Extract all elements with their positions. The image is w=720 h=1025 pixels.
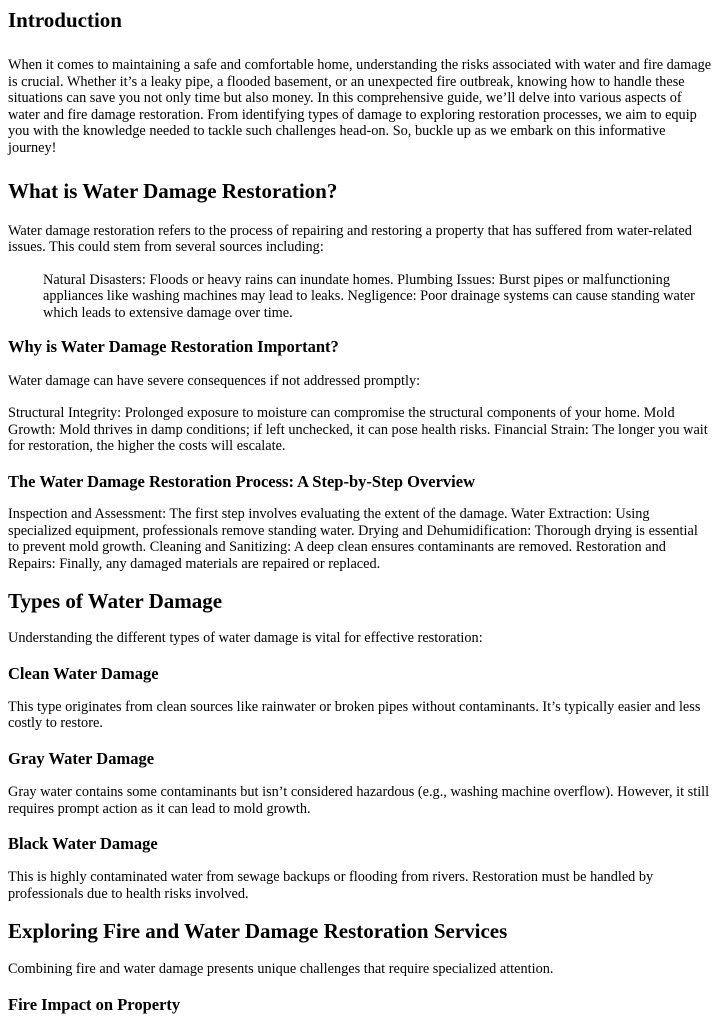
paragraph-introduction: When it comes to maintaining a safe and comfortable home, understanding the risks associated with water and fire damage is crucial. Whether it’s a leaky pipe, a flooded basement, or an unexpected fire outbreak, knowing how to handle these situations can save you not only time but also money. In this comprehensive guide, we’ll delve into various aspects of water and fire damage restoration. From identifying types of damage to exploring restoration processes, we aim to equip you with the knowledge needed to tackle such challenges head-on. So, buckle up as we embark on this informative journey! <box>8 57 712 156</box>
heading-black-water-damage: Black Water Damage <box>8 834 158 854</box>
paragraph-why-important-details: Structural Integrity: Prolonged exposure to moisture can compromise the structural components of your home. Mold Growth: Mold thrives in damp conditions; if left unchecked, it can pose health risks. Financial Strain: The longer you wait for restoration, the higher the costs will escalate. <box>8 405 708 455</box>
heading-gray-water-damage: Gray Water Damage <box>8 749 155 769</box>
heading-introduction: Introduction <box>8 8 122 32</box>
paragraph-restoration-process: Inspection and Assessment: The first step involves evaluating the extent of the damage. Water Extraction: Using specialized equipment, professionals remove standing water. Drying and Dehumidification: Thorough drying is essential to prevent mold growth. Cleaning and Sanitizing: A deep clean ensures contaminants are removed. Restoration and Repairs: Finally, any damaged materials are repaired or replaced. <box>8 505 698 572</box>
paragraph-why-important-intro: Water damage can have severe consequences if not addressed promptly: <box>8 372 421 389</box>
heading-fire-impact: Fire Impact on Property <box>8 995 181 1015</box>
heading-exploring-services: Exploring Fire and Water Damage Restoration Services <box>8 919 508 944</box>
blockquote-damage-sources: Natural Disasters: Floods or heavy rains can inundate homes. Plumbing Issues: Burst pipes or malfunctioning appliances like washing machines may lead to leaks. Negligence: Poor drainage systems can cause standing water which leads to extensive damage over time. <box>43 271 695 321</box>
heading-why-important: Why is Water Damage Restoration Important? <box>8 336 339 356</box>
paragraph-clean-water-damage: This type originates from clean sources like rainwater or broken pipes without contaminants. It’s typically easier and less costly to restore. <box>8 698 701 732</box>
heading-types-of-water-damage: Types of Water Damage <box>8 589 223 614</box>
paragraph-exploring-services: Combining fire and water damage presents unique challenges that require specialized attention. <box>8 961 554 978</box>
heading-what-is-water-damage-restoration: What is Water Damage Restoration? <box>8 178 338 203</box>
paragraph-types-of-water-damage: Understanding the different types of water damage is vital for effective restoration: <box>8 630 483 647</box>
paragraph-gray-water-damage: Gray water contains some contaminants but isn’t considered hazardous (e.g., washing machine overflow). However, it still requires prompt action as it can lead to mold growth. <box>8 784 710 817</box>
article <box>0 8 720 1014</box>
paragraph-what-is-water-damage-restoration: Water damage restoration refers to the process of repairing and restoring a property that has suffered from water-related issues. This could stem from several sources including: <box>8 222 692 256</box>
heading-restoration-process: The Water Damage Restoration Process: A Step-by-Step Overview <box>8 471 475 491</box>
paragraph-black-water-damage: This is highly contaminated water from sewage backups or flooding from rivers. Restoration must be handled by professionals due to health risks involved. <box>8 869 654 902</box>
heading-clean-water-damage: Clean Water Damage <box>8 663 159 683</box>
